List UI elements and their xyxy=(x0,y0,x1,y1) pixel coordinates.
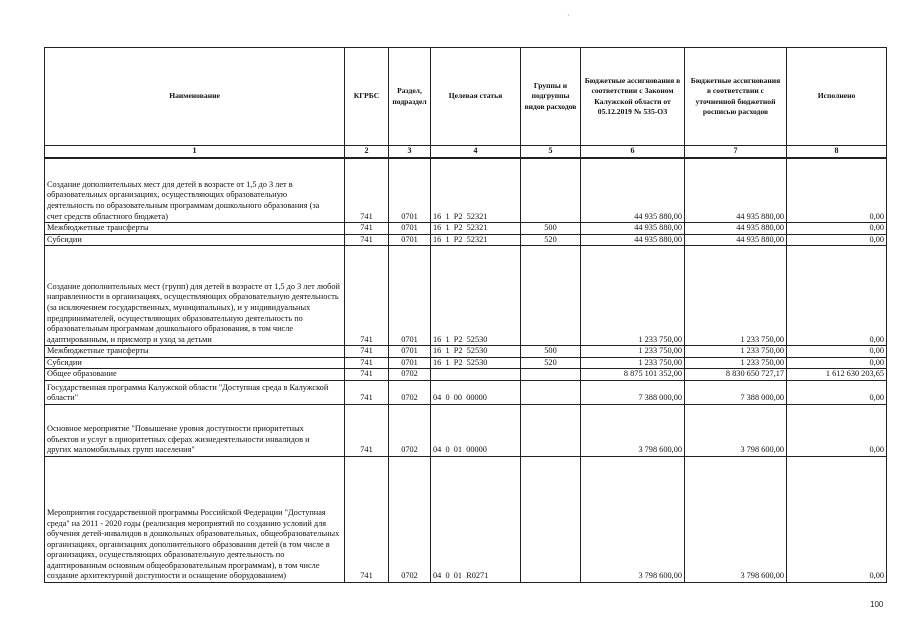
row-kgrbs: 741 xyxy=(345,457,389,583)
row-target: 16 1 Р2 52530 xyxy=(431,246,521,346)
row-name: Межбюджетные трансферты xyxy=(45,223,345,235)
table-row xyxy=(45,381,887,405)
row-executed: 0,00 xyxy=(787,346,887,358)
table-row xyxy=(45,405,887,457)
column-number-row xyxy=(45,146,887,158)
header-section: Раздел, подраздел xyxy=(389,48,431,146)
row-refined: 1 233 750,00 xyxy=(685,346,787,358)
header-name: Наименование xyxy=(45,48,345,146)
row-group xyxy=(521,457,581,583)
row-target: 16 1 Р2 52530 xyxy=(431,357,521,369)
row-group xyxy=(521,369,581,381)
table-row xyxy=(45,223,887,235)
row-law: 44 935 880,00 xyxy=(581,158,685,223)
row-executed: 0,00 xyxy=(787,158,887,223)
row-target: 16 1 Р2 52530 xyxy=(431,346,521,358)
table-row xyxy=(45,346,887,358)
row-executed: 0,00 xyxy=(787,246,887,346)
row-law: 1 233 750,00 xyxy=(581,357,685,369)
row-target: 04 0 01 R0271 xyxy=(431,457,521,583)
row-target: 04 0 00 00000 xyxy=(431,381,521,405)
row-executed: 0,00 xyxy=(787,457,887,583)
table-row xyxy=(45,158,887,223)
row-executed: 1 612 630 203,65 xyxy=(787,369,887,381)
row-kgrbs: 741 xyxy=(345,369,389,381)
row-refined: 8 830 650 727,17 xyxy=(685,369,787,381)
table-row xyxy=(45,369,887,381)
table-row xyxy=(45,234,887,246)
row-section: 0701 xyxy=(389,357,431,369)
row-kgrbs: 741 xyxy=(345,357,389,369)
row-section: 0702 xyxy=(389,369,431,381)
row-target: 04 0 01 00000 xyxy=(431,405,521,457)
column-number: 4 xyxy=(431,146,521,158)
table-row xyxy=(45,357,887,369)
row-refined: 44 935 880,00 xyxy=(685,234,787,246)
row-executed: 0,00 xyxy=(787,381,887,405)
row-refined: 1 233 750,00 xyxy=(685,246,787,346)
header-law-assign: Бюджетные ассигнования в соответствии с Законом Калужской области от 05.12.2019 № 535-ОЗ xyxy=(581,48,685,146)
header-kgrbs: КГРБС xyxy=(345,48,389,146)
row-target: 16 1 Р2 52321 xyxy=(431,223,521,235)
row-name: Субсидии xyxy=(45,357,345,369)
header-refined-assign: Бюджетные ассигнования в соответствии с уточненной бюджетной росписью расходов xyxy=(685,48,787,146)
row-refined: 1 233 750,00 xyxy=(685,357,787,369)
row-law: 8 875 101 352,00 xyxy=(581,369,685,381)
row-law: 44 935 880,00 xyxy=(581,223,685,235)
column-number: 1 xyxy=(45,146,345,158)
row-target: 16 1 Р2 52321 xyxy=(431,158,521,223)
row-section: 0701 xyxy=(389,234,431,246)
row-section: 0702 xyxy=(389,381,431,405)
row-section: 0701 xyxy=(389,346,431,358)
row-refined: 3 798 600,00 xyxy=(685,405,787,457)
row-target xyxy=(431,369,521,381)
row-name: Общее образование xyxy=(45,369,345,381)
row-section: 0702 xyxy=(389,457,431,583)
row-section: 0701 xyxy=(389,223,431,235)
row-refined: 44 935 880,00 xyxy=(685,158,787,223)
row-name: Создание дополнительных мест (групп) для детей в возрасте от 1,5 до 3 лет любой направленности в организациях, осуществляющих образовательную деятельность (за исключением государственных, муниципальных), и у индивидуальных предпринимателей, осуществляющих образовательную деятельность по образовательным программам дошкольного образования, в том числе адаптированным, и присмотр и уход за детьми xyxy=(45,246,345,346)
row-kgrbs: 741 xyxy=(345,234,389,246)
row-executed: 0,00 xyxy=(787,357,887,369)
budget-table xyxy=(44,47,887,583)
row-group: 520 xyxy=(521,357,581,369)
row-law: 7 388 000,00 xyxy=(581,381,685,405)
table-row xyxy=(45,457,887,583)
row-group: 500 xyxy=(521,346,581,358)
row-refined: 7 388 000,00 xyxy=(685,381,787,405)
column-number: 5 xyxy=(521,146,581,158)
row-kgrbs: 741 xyxy=(345,381,389,405)
row-law: 44 935 880,00 xyxy=(581,234,685,246)
table-header-row xyxy=(45,48,887,146)
table-row xyxy=(45,246,887,346)
column-number: 6 xyxy=(581,146,685,158)
column-number: 2 xyxy=(345,146,389,158)
row-name: Межбюджетные трансферты xyxy=(45,346,345,358)
row-section: 0702 xyxy=(389,405,431,457)
row-name: Мероприятия государственной программы Российской Федерации "Доступная среда" на 2011 - 2020 годы (реализация мероприятий по созданию условий для обучения детей-инвалидов в дошкольных образовательных, общеобразовательных организациях, организациях дополнительного образования детей (в том числе в организациях, осуществляющих образовательную деятельность по адаптированным основным общеобразовательным программам), в том числе создание архитектурной доступности и оснащение оборудованием) xyxy=(45,457,345,583)
row-kgrbs: 741 xyxy=(345,158,389,223)
scan-speck: · xyxy=(567,11,570,20)
row-executed: 0,00 xyxy=(787,223,887,235)
row-section: 0701 xyxy=(389,246,431,346)
row-executed: 0,00 xyxy=(787,405,887,457)
row-group xyxy=(521,405,581,457)
header-executed: Исполнено xyxy=(787,48,887,146)
row-law: 1 233 750,00 xyxy=(581,246,685,346)
row-name: Создание дополнительных мест для детей в возрасте от 1,5 до 3 лет в образовательных организациях, осуществляющих образовательную деятельность по образовательным программам дошкольного образования (за счет средств областного бюджета) xyxy=(45,158,345,223)
row-target: 16 1 Р2 52321 xyxy=(431,234,521,246)
row-name: Государственная программа Калужской области "Доступная среда в Калужской области" xyxy=(45,381,345,405)
row-group: 520 xyxy=(521,234,581,246)
row-kgrbs: 741 xyxy=(345,223,389,235)
row-group: 500 xyxy=(521,223,581,235)
row-executed: 0,00 xyxy=(787,234,887,246)
row-section: 0701 xyxy=(389,158,431,223)
row-law: 3 798 600,00 xyxy=(581,405,685,457)
row-kgrbs: 741 xyxy=(345,246,389,346)
row-law: 1 233 750,00 xyxy=(581,346,685,358)
row-group xyxy=(521,158,581,223)
row-name: Основное мероприятие "Повышение уровня доступности приоритетных объектов и услуг в приоритетных сферах жизнедеятельности инвалидов и других маломобильных групп населения" xyxy=(45,405,345,457)
row-group xyxy=(521,381,581,405)
row-group xyxy=(521,246,581,346)
header-target: Целевая статья xyxy=(431,48,521,146)
column-number: 3 xyxy=(389,146,431,158)
row-refined: 44 935 880,00 xyxy=(685,223,787,235)
row-kgrbs: 741 xyxy=(345,405,389,457)
header-groups: Группы и подгруппы видов расходов xyxy=(521,48,581,146)
row-kgrbs: 741 xyxy=(345,346,389,358)
column-number: 7 xyxy=(685,146,787,158)
row-refined: 3 798 600,00 xyxy=(685,457,787,583)
page-number: 100 xyxy=(870,600,884,609)
row-law: 3 798 600,00 xyxy=(581,457,685,583)
column-number: 8 xyxy=(787,146,887,158)
row-name: Субсидии xyxy=(45,234,345,246)
